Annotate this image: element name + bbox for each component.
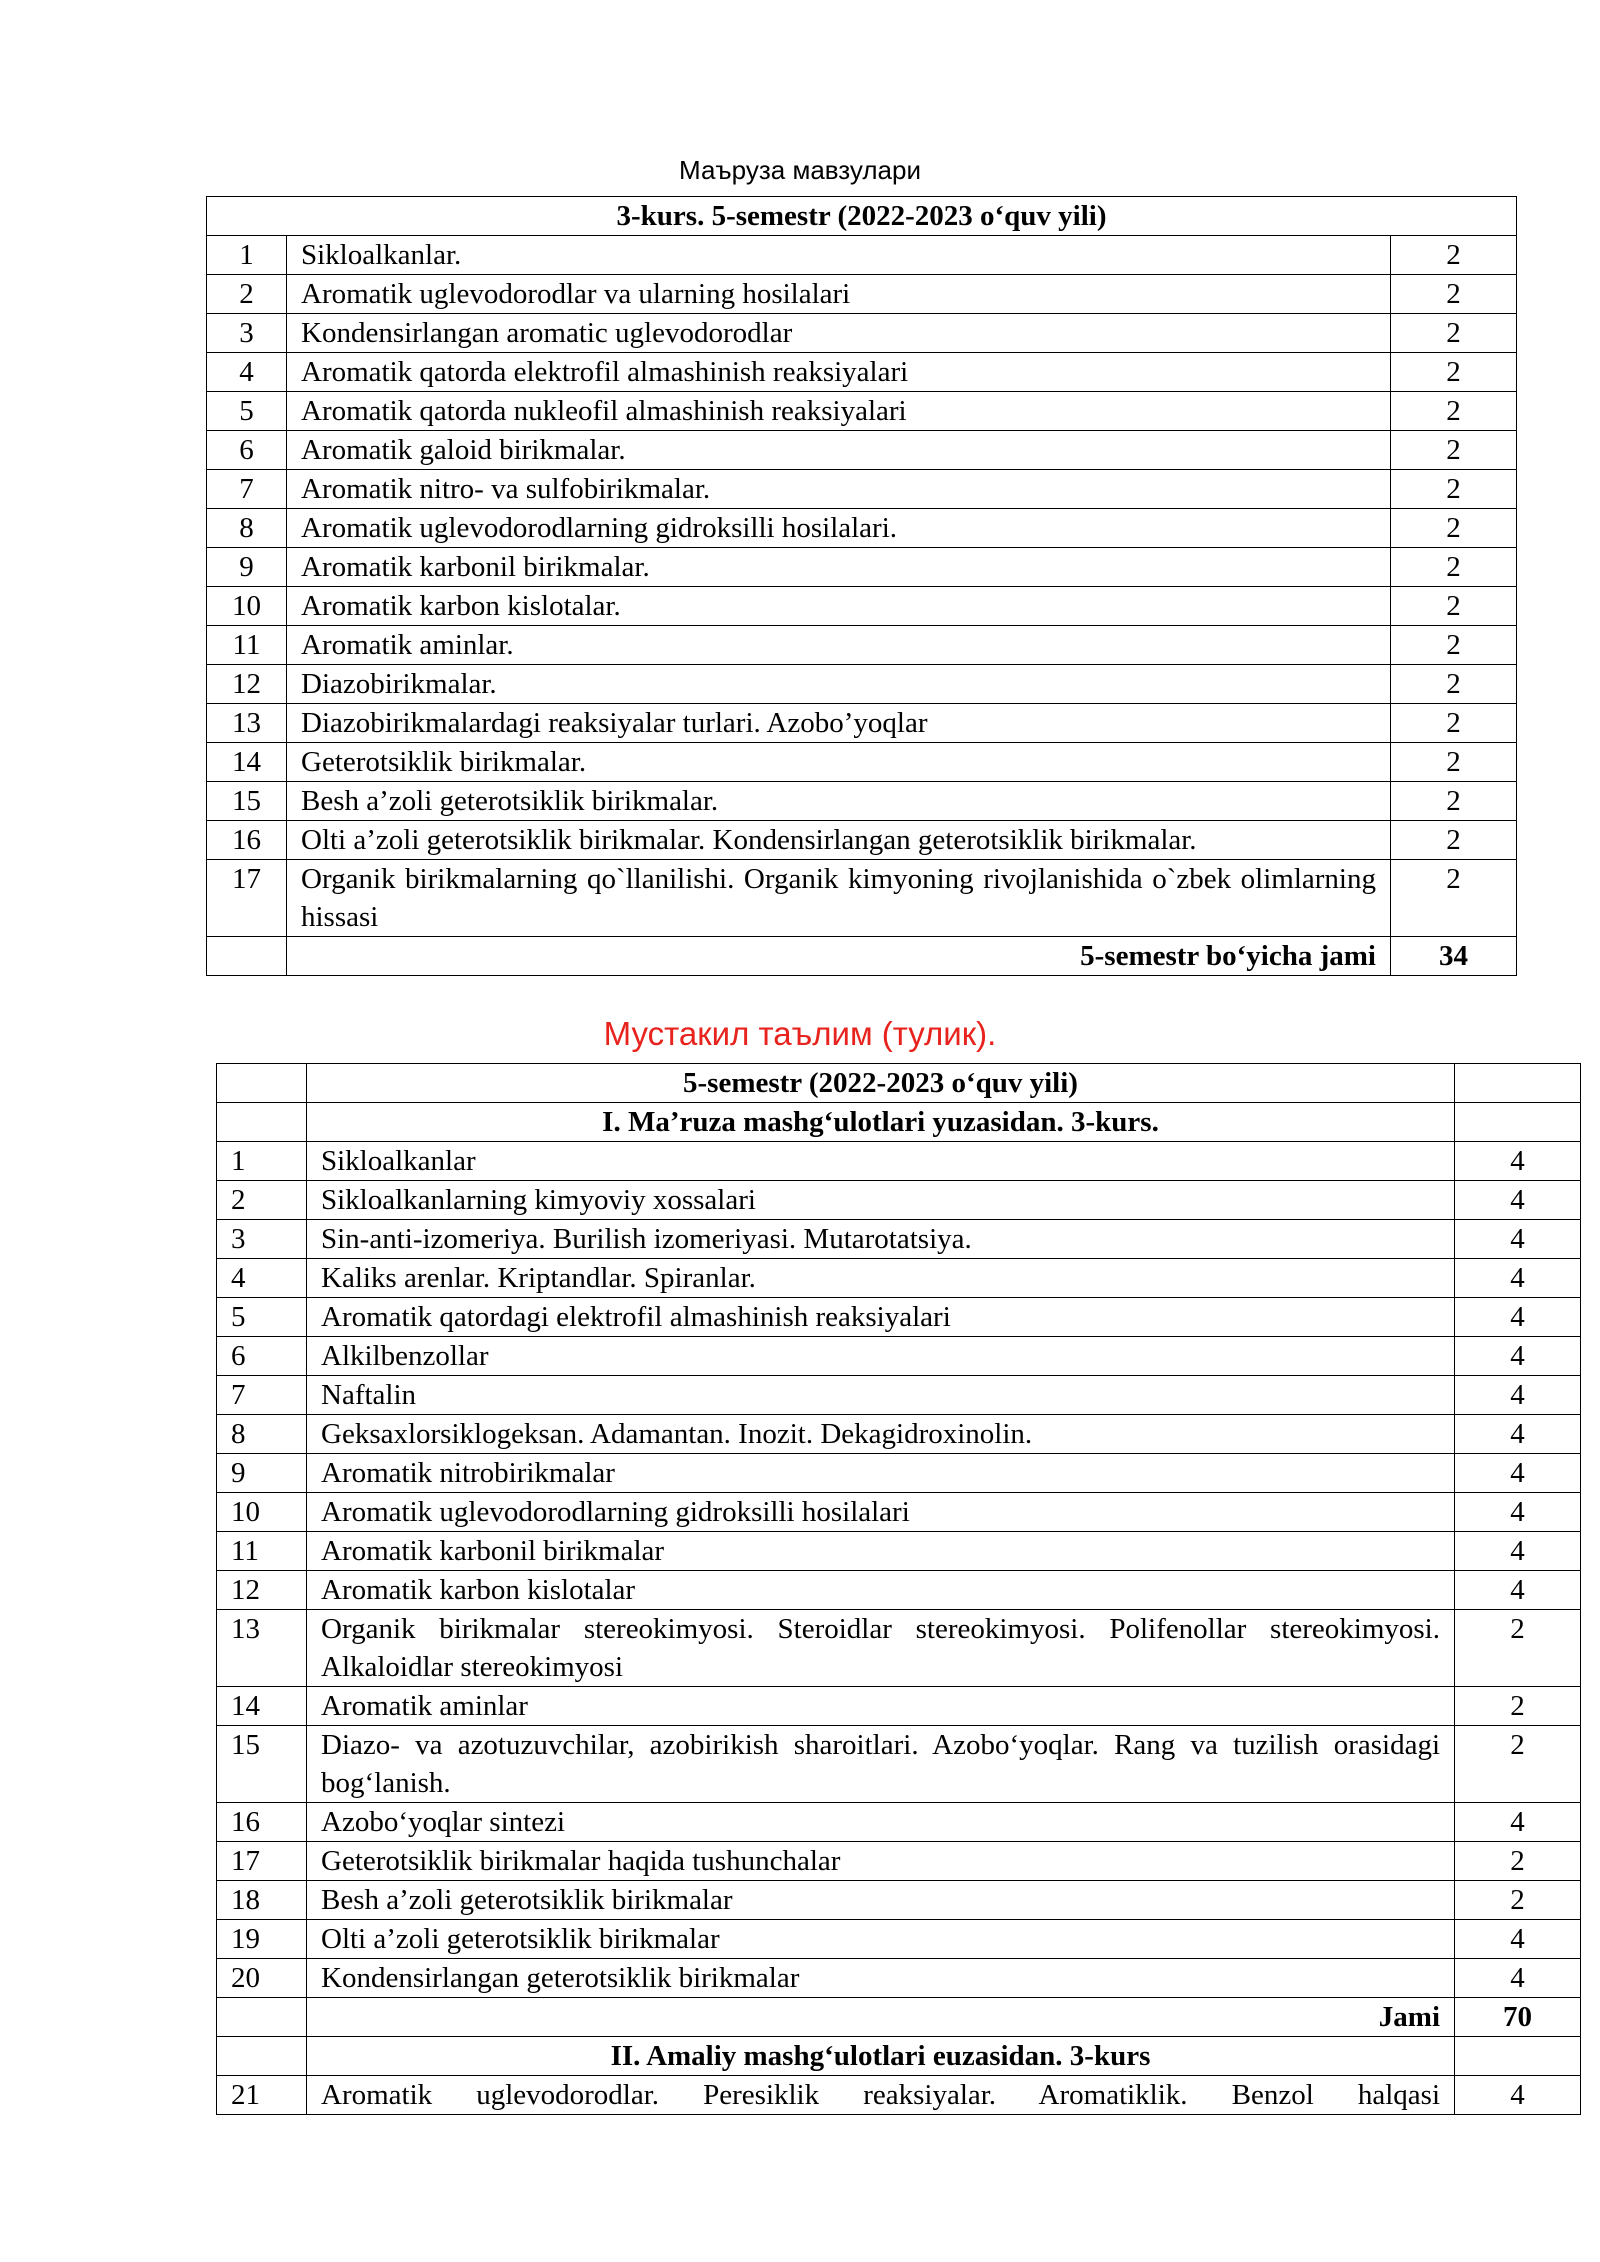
empty-cell	[217, 2037, 307, 2076]
empty-cell	[1455, 1064, 1581, 1103]
table-row	[217, 1142, 1581, 1181]
row-hours: 2	[1391, 626, 1517, 665]
lecture-topics-table	[206, 196, 1517, 976]
total-label: Jami	[307, 1998, 1455, 2037]
row-topic: Sikloalkanlarning kimyoviy xossalari	[307, 1181, 1455, 1220]
row-number: 3	[217, 1220, 307, 1259]
total-row	[207, 937, 1517, 976]
table-row	[217, 1687, 1581, 1726]
empty-cell	[1455, 1103, 1581, 1142]
row-topic: Besh a’zoli geterotsiklik birikmalar.	[287, 782, 1391, 821]
table-row	[207, 782, 1517, 821]
section-header: I. Ma’ruza mashg‘ulotlari yuzasidan. 3-kurs.	[307, 1103, 1455, 1142]
row-hours: 2	[1391, 509, 1517, 548]
row-topic: Aromatik uglevodorodlar va ularning hosilalari	[287, 275, 1391, 314]
row-hours: 2	[1391, 821, 1517, 860]
row-hours: 2	[1391, 704, 1517, 743]
row-number: 12	[217, 1571, 307, 1610]
row-number: 15	[207, 782, 287, 821]
row-hours: 2	[1391, 314, 1517, 353]
row-number: 7	[207, 470, 287, 509]
row-topic: Sikloalkanlar	[307, 1142, 1455, 1181]
table-row	[207, 821, 1517, 860]
row-hours: 4	[1455, 2076, 1581, 2115]
row-topic: Aromatik karbonil birikmalar	[307, 1532, 1455, 1571]
row-topic: Aromatik galoid birikmalar.	[287, 431, 1391, 470]
row-number: 17	[217, 1842, 307, 1881]
table-row	[217, 1298, 1581, 1337]
semester-header: 3-kurs. 5-semestr (2022-2023 o‘quv yili)	[207, 197, 1517, 236]
table-row	[217, 1259, 1581, 1298]
row-topic-text: Aromatik uglevodorodlar. Peresiklik reaksiyalar. Aromatiklik. Benzol halqasi	[321, 2079, 1440, 2111]
table-row	[207, 587, 1517, 626]
row-number: 11	[217, 1532, 307, 1571]
table-row	[217, 1959, 1581, 1998]
row-number: 11	[207, 626, 287, 665]
table-row	[217, 1181, 1581, 1220]
row-number: 16	[207, 821, 287, 860]
row-topic: Organik birikmalarning qo`llanilishi. Organik kimyoning rivojlanishida o`zbek olimlarning hissasi	[287, 860, 1391, 937]
table-row	[207, 860, 1517, 937]
row-number: 14	[217, 1687, 307, 1726]
row-topic: Sin-anti-izomeriya. Burilish izomeriyasi. Mutarotatsiya.	[307, 1220, 1455, 1259]
row-topic: Aromatik aminlar.	[287, 626, 1391, 665]
row-topic: Naftalin	[307, 1376, 1455, 1415]
row-hours: 2	[1391, 392, 1517, 431]
row-topic: Aromatik uglevodorodlarning gidroksilli hosilalari	[307, 1493, 1455, 1532]
table-row	[207, 353, 1517, 392]
row-topic: Kaliks arenlar. Kriptandlar. Spiranlar.	[307, 1259, 1455, 1298]
row-topic: Aromatik nitro- va sulfobirikmalar.	[287, 470, 1391, 509]
table-row	[217, 1803, 1581, 1842]
table-row	[207, 665, 1517, 704]
row-topic: Diazo- va azotuzuvchilar, azobirikish sharoitlari. Azobo‘yoqlar. Rang va tuzilish orasidagi bog‘lanish.	[307, 1726, 1455, 1803]
table-row	[207, 470, 1517, 509]
independent-study-table	[216, 1063, 1581, 2115]
row-number: 15	[217, 1726, 307, 1803]
row-number: 16	[217, 1803, 307, 1842]
table-header-row	[207, 197, 1517, 236]
row-number: 4	[207, 353, 287, 392]
row-number: 9	[217, 1454, 307, 1493]
table-row	[207, 431, 1517, 470]
row-hours: 2	[1391, 470, 1517, 509]
section-header: II. Amaliy mashg‘ulotlari euzasidan. 3-kurs	[307, 2037, 1455, 2076]
row-hours: 2	[1391, 860, 1517, 937]
total-value: 70	[1455, 1998, 1581, 2037]
empty-cell	[217, 1998, 307, 2037]
row-hours: 4	[1455, 1920, 1581, 1959]
row-topic: Aromatik qatordagi elektrofil almashinish reaksiyalari	[307, 1298, 1455, 1337]
row-hours: 2	[1391, 782, 1517, 821]
row-hours: 4	[1455, 1454, 1581, 1493]
row-number: 8	[207, 509, 287, 548]
table-row	[207, 626, 1517, 665]
total-row	[217, 1998, 1581, 2037]
row-number: 17	[207, 860, 287, 937]
row-topic: Aromatik karbon kislotalar	[307, 1571, 1455, 1610]
row-hours: 4	[1455, 1259, 1581, 1298]
row-number: 14	[207, 743, 287, 782]
row-topic: Geterotsiklik birikmalar haqida tushunchalar	[307, 1842, 1455, 1881]
empty-cell	[207, 937, 287, 976]
table-row	[207, 314, 1517, 353]
table-row	[217, 1842, 1581, 1881]
row-number: 10	[217, 1493, 307, 1532]
row-hours: 4	[1455, 1376, 1581, 1415]
table-row	[207, 236, 1517, 275]
empty-cell	[1455, 2037, 1581, 2076]
row-number: 19	[217, 1920, 307, 1959]
row-number: 6	[217, 1337, 307, 1376]
table-header-row	[217, 1103, 1581, 1142]
table-row	[217, 1454, 1581, 1493]
table-row	[207, 743, 1517, 782]
table-row	[217, 1493, 1581, 1532]
row-topic: Aromatik uglevodorodlarning gidroksilli hosilalari.	[287, 509, 1391, 548]
row-topic: Aromatik karbonil birikmalar.	[287, 548, 1391, 587]
table-row	[217, 1881, 1581, 1920]
row-number: 5	[217, 1298, 307, 1337]
row-topic: Aromatik karbon kislotalar.	[287, 587, 1391, 626]
row-hours: 2	[1455, 1842, 1581, 1881]
row-hours: 2	[1391, 431, 1517, 470]
row-topic: Aromatik qatorda elektrofil almashinish reaksiyalari	[287, 353, 1391, 392]
row-number: 4	[217, 1259, 307, 1298]
table-row	[217, 1415, 1581, 1454]
row-number: 8	[217, 1415, 307, 1454]
section-header-row	[217, 2037, 1581, 2076]
empty-cell	[217, 1064, 307, 1103]
row-number: 20	[217, 1959, 307, 1998]
row-number: 9	[207, 548, 287, 587]
row-topic: Diazobirikmalar.	[287, 665, 1391, 704]
table-row	[217, 1532, 1581, 1571]
row-hours: 4	[1455, 1220, 1581, 1259]
row-hours: 2	[1391, 587, 1517, 626]
table-header-row	[217, 1064, 1581, 1103]
row-number: 12	[207, 665, 287, 704]
row-hours: 2	[1455, 1881, 1581, 1920]
row-hours: 4	[1455, 1181, 1581, 1220]
row-hours: 4	[1455, 1142, 1581, 1181]
row-number: 6	[207, 431, 287, 470]
row-hours: 4	[1455, 1532, 1581, 1571]
row-number: 10	[207, 587, 287, 626]
row-number: 1	[217, 1142, 307, 1181]
row-hours: 2	[1455, 1687, 1581, 1726]
row-hours: 4	[1455, 1493, 1581, 1532]
row-hours: 2	[1391, 665, 1517, 704]
row-number: 18	[217, 1881, 307, 1920]
row-topic: Geterotsiklik birikmalar.	[287, 743, 1391, 782]
row-topic: Azobo‘yoqlar sintezi	[307, 1803, 1455, 1842]
row-hours: 2	[1391, 743, 1517, 782]
row-topic: Olti a’zoli geterotsiklik birikmalar	[307, 1920, 1455, 1959]
table-row	[207, 509, 1517, 548]
table-row	[217, 2076, 1581, 2115]
row-hours: 2	[1391, 353, 1517, 392]
table-row	[217, 1610, 1581, 1687]
row-hours: 4	[1455, 1298, 1581, 1337]
total-value: 34	[1391, 937, 1517, 976]
row-number: 1	[207, 236, 287, 275]
table-row	[207, 548, 1517, 587]
row-topic: Olti a’zoli geterotsiklik birikmalar. Kondensirlangan geterotsiklik birikmalar.	[287, 821, 1391, 860]
row-hours: 4	[1455, 1959, 1581, 1998]
row-topic: Aromatik nitrobirikmalar	[307, 1454, 1455, 1493]
row-hours: 4	[1455, 1571, 1581, 1610]
row-topic: Diazobirikmalardagi reaksiyalar turlari. Azobo’yoqlar	[287, 704, 1391, 743]
row-number: 3	[207, 314, 287, 353]
table-row	[207, 275, 1517, 314]
row-topic: Alkilbenzollar	[307, 1337, 1455, 1376]
row-hours: 2	[1391, 548, 1517, 587]
total-label: 5-semestr bo‘yicha jami	[287, 937, 1391, 976]
row-topic: Kondensirlangan aromatic uglevodorodlar	[287, 314, 1391, 353]
row-topic: Geksaxlorsiklogeksan. Adamantan. Inozit. Dekagidroxinolin.	[307, 1415, 1455, 1454]
row-number: 2	[217, 1181, 307, 1220]
row-topic: Aromatik qatorda nukleofil almashinish reaksiyalari	[287, 392, 1391, 431]
row-topic: Aromatik aminlar	[307, 1687, 1455, 1726]
row-hours: 2	[1391, 275, 1517, 314]
table-row	[217, 1571, 1581, 1610]
row-hours: 4	[1455, 1337, 1581, 1376]
row-topic: Besh a’zoli geterotsiklik birikmalar	[307, 1881, 1455, 1920]
table-row	[217, 1220, 1581, 1259]
row-topic: Kondensirlangan geterotsiklik birikmalar	[307, 1959, 1455, 1998]
row-number: 7	[217, 1376, 307, 1415]
row-topic	[307, 2076, 1455, 2115]
row-topic: Sikloalkanlar.	[287, 236, 1391, 275]
table-row	[217, 1920, 1581, 1959]
table-row	[217, 1337, 1581, 1376]
row-hours: 2	[1455, 1610, 1581, 1687]
row-hours: 2	[1455, 1726, 1581, 1803]
row-number: 21	[217, 2076, 307, 2115]
table-row	[207, 704, 1517, 743]
semester-header: 5-semestr (2022-2023 o‘quv yili)	[307, 1064, 1455, 1103]
row-number: 13	[217, 1610, 307, 1687]
independent-study-title: Мустакил таълим (тулик).	[603, 1015, 997, 1052]
row-number: 5	[207, 392, 287, 431]
table-row	[207, 392, 1517, 431]
row-hours: 4	[1455, 1803, 1581, 1842]
empty-cell	[217, 1103, 307, 1142]
lecture-topics-title: Маъруза мавзулари	[679, 155, 921, 185]
table-row	[217, 1376, 1581, 1415]
row-hours: 2	[1391, 236, 1517, 275]
row-hours: 4	[1455, 1415, 1581, 1454]
row-number: 2	[207, 275, 287, 314]
row-topic: Organik birikmalar stereokimyosi. Steroidlar stereokimyosi. Polifenollar stereokimyosi. Alkaloidlar stereokimyosi	[307, 1610, 1455, 1687]
row-number: 13	[207, 704, 287, 743]
table-row	[217, 1726, 1581, 1803]
